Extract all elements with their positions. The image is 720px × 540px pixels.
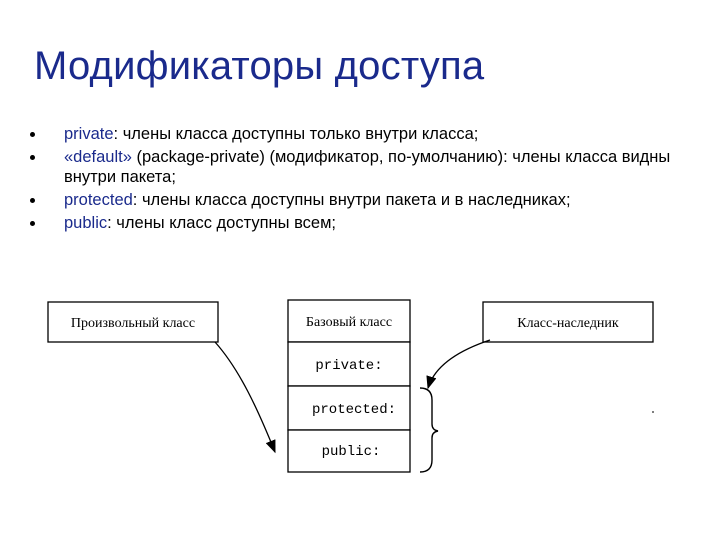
protected-member-label: protected: (311, 402, 397, 418)
bullet-keyword: «default» (64, 148, 132, 166)
bullet-keyword: protected (64, 191, 133, 209)
base-class-label: Базовый класс (305, 315, 393, 330)
right-brace-icon (420, 388, 438, 472)
arbitrary-class-label: Произвольный класс (70, 316, 196, 331)
page-title: Модификаторы доступа (34, 44, 485, 88)
private-member-label: private: (315, 358, 383, 374)
arbitrary-arrow-icon (215, 342, 275, 452)
derived-arrow-icon (428, 340, 490, 388)
derived-class-label: Класс-наследник (517, 316, 619, 331)
bullet-keyword: private (64, 125, 114, 143)
bullet-text: : члены класс доступны всем; (107, 214, 337, 232)
bullet-text: (package-private) (модификатор, по-умолчанию): члены класса видны внутри пакета; (64, 148, 671, 186)
public-member-label: public: (321, 444, 381, 460)
bullet-keyword: public (64, 214, 108, 232)
stray-dot-icon (652, 411, 654, 413)
bullet-text: : члены класса доступны внутри пакета и в наследниках; (132, 191, 571, 209)
bullet-text: : члены класса доступны только внутри класса; (113, 125, 479, 143)
